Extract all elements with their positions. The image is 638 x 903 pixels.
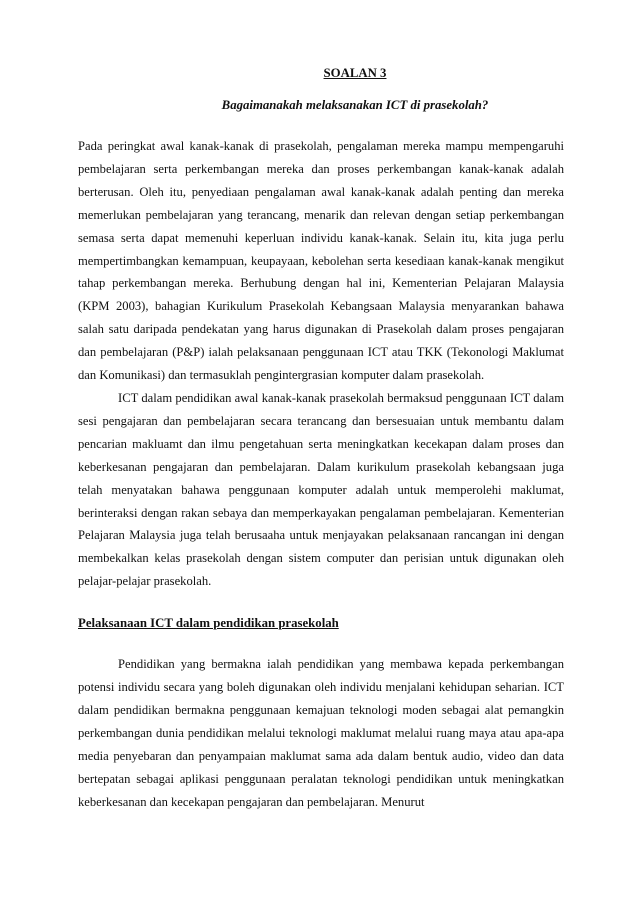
intro-paragraph-1: Pada peringkat awal kanak-kanak di prasekolah, pengalaman mereka mampu mempengaruhi pembelajaran serta perkembangan mereka dan proses perkembangan kanak-kanak adalah berterusan. Oleh itu, penyediaan pengalaman awal kanak-kanak adalah penting dan mereka memerlukan pembelajaran yang terancang, menarik dan relevan dengan setiap perkembangan semasa serta dapat memenuhi keperluan individu kanak-kanak. Selain itu, kita juga perlu mempertimbangkan kemampuan, keupayaan, kebolehan serta kesediaan kanak-kanak mengikut tahap perkembangan mereka. Berhubung dengan hal ini, Kementerian Pelajaran Malaysia (KPM 2003), bahagian Kurikulum Prasekolah Kebangsaan Malaysia menyarankan bahawa salah satu daripada pendekatan yang harus digunakan di Prasekolah dalam proses pengajaran dan pembelajaran (P&P) ialah pelaksanaan penggunaan ICT atau TKK (Tekonologi Maklumat dan Komunikasi) dan termasuklah pengintergrasian komputer dalam prasekolah.: [78, 139, 564, 383]
document-page: [78, 66, 564, 813]
section-heading: Pelaksanaan ICT dalam pendidikan prasekolah: [78, 616, 339, 631]
section-paragraph: Pendidikan yang bermakna ialah pendidikan yang membawa kepada perkembangan potensi individu secara yang boleh digunakan oleh individu menjalani kehidupan seharian. ICT dalam pendidikan bermakna penggunaan kemajuan teknologi moden sebagai alat pemangkin perkembangan dunia pendidikan melalui teknologi maklumat melalui ruang maya atau apa-apa media penyebaran dan penyampaian maklumat sama ada dalam bentuk audio, video dan data bertepatan sebagai aplikasi penggunaan peralatan teknologi pendidikan untuk meningkatkan keberkesanan dan kecekapan pengajaran dan pembelajaran. Menurut: [78, 657, 564, 809]
question-subtitle: Bagaimanakah melaksanakan ICT di prasekolah?: [221, 98, 489, 112]
question-title: SOALAN 3: [323, 66, 387, 80]
intro-paragraph-2: ICT dalam pendidikan awal kanak-kanak prasekolah bermaksud penggunaan ICT dalam sesi pengajaran dan pembelajaran secara terancang dan bersesuaian untuk membantu dalam pencarian makluamt dan ilmu pengetahuan serta meningkatkan kecekapan dalam proses dan keberkesanan pengajaran dan pembelajaran. Dalam kurikulum prasekolah kebangsaan juga telah menyatakan bahawa penggunaan komputer adalah untuk memperolehi maklumat, berinteraksi dengan rakan sebaya dan memperkayakan pengalaman pembelajaran. Kementerian Pelajaran Malaysia juga telah berusaaha untuk menjayakan pelaksanaan rancangan ini dengan membekalkan kelas prasekolah dengan sistem computer dan perisian untuk digunakan oleh pelajar-pelajar prasekolah.: [78, 390, 564, 589]
